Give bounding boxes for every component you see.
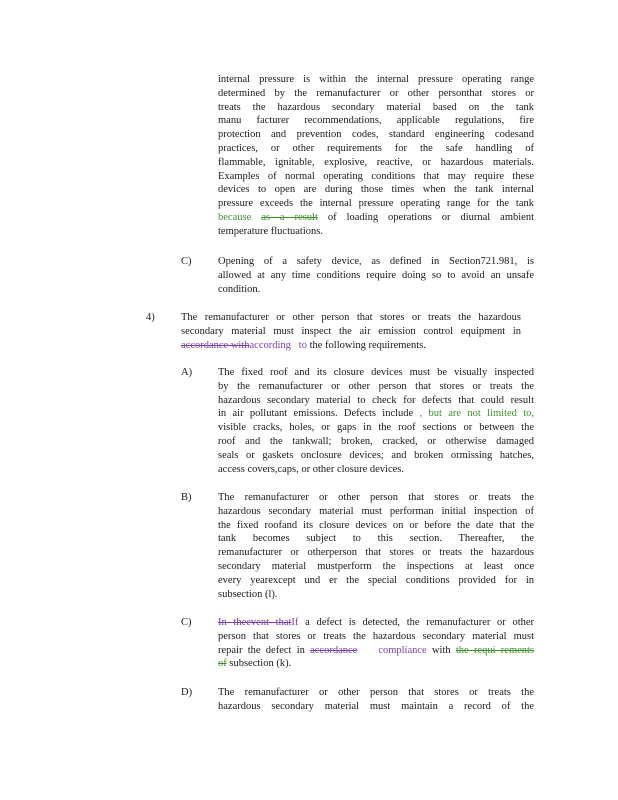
inserted-text: If [291,617,299,628]
item-label: C) [181,617,192,628]
item-label: A) [181,367,193,378]
text-line: internal pressure is within the internal pressure operating range [218,74,534,85]
text-line: pressure exceeds the internal pressure operating range for the tank [218,198,534,210]
text-line: secondary material must inspect the air emission control equipment in [181,325,521,337]
item-b-initial-inspection [218,491,534,601]
item-d-record-keeping [218,686,534,714]
text-line: treats the hazardous secondary material based on the tank [218,101,534,113]
text-span: the following requirements. [309,339,426,351]
inserted-text: , but are not limited to, [419,408,534,420]
deleted-text: In theevent that [218,617,292,628]
text-line: tank becomes subject to this section. Thereafter, the [218,533,534,545]
text-line: access covers,caps, or other closure devices. [218,463,405,475]
text-line: hazardous secondary material to check for defects that could result [218,394,534,406]
text-span: a defect is detected, the remanufacturer or other [305,617,535,628]
paragraph-continuation [218,73,534,239]
text-line: The remanufacturer or other person that stores or treats the hazardous [181,312,521,323]
text-line: manu facturer recommendations, applicable regulations, fire [218,115,534,127]
text-line: every yearexcept und er the special conditions provided for in [218,574,534,586]
text-line [218,616,534,630]
text-line: the fixed roofand its closure devices on or before the date that the [218,519,534,531]
text-span: of loading operations or diurnal ambient [327,211,534,223]
text-line: subsection (l). [218,588,278,600]
inserted-text: to [298,339,307,351]
text-line [218,657,534,671]
text-line [181,339,521,353]
text-span: with [431,644,451,656]
item-label: D) [181,687,193,698]
inserted-text: because [218,211,252,223]
text-line: determined by the remanufacturer or other personthat stores or [218,87,534,99]
text-line: secondary material mustperform the inspections at least once [218,560,534,572]
text-line: The remanufacturer or other person that stores or treats the [218,492,534,503]
deleted-text: accordance [310,644,358,656]
text-line: roof and the tankwall; broken, cracked, or otherwise damaged [218,435,534,447]
text-line: devices to open are during those times when the tank internal [218,184,534,196]
deleted-text: the requi rements [455,644,535,656]
text-line: allowed at any time conditions require doing so to avoid an unsafe [218,269,534,281]
text-line: visible cracks, holes, or gaps in the roof sections or between the [218,422,534,434]
deleted-text: accordance with [181,339,250,351]
text-line [218,211,534,225]
text-line: seals or gaskets onclosure devices; and broken ormissing hatches, [218,449,534,461]
deleted-text: of [218,658,227,670]
item-label: C) [181,256,192,267]
item-c-defect-repair [218,616,534,671]
item-4-inspection [181,311,521,352]
inserted-text: according [249,339,291,351]
text-span: in air pollutant emissions. Defects include [218,408,414,420]
text-line: The remanufacturer or other person that stores or treats the [218,687,534,698]
text-line [218,644,534,658]
text-line: Examples of normal operating conditions that may require these [218,170,534,182]
text-line: temperature fluctuations. [218,225,323,237]
text-span: repair the defect in [218,644,305,656]
text-line: person that stores or treats the hazardous secondary material must [218,630,534,642]
text-line: hazardous secondary material must performan initial inspection of [218,505,534,517]
text-line: practices, or other requirements for the safe handling of [218,142,534,154]
inserted-text: compliance [378,644,427,656]
text-line [218,407,534,421]
deleted-text: as a result [261,211,318,223]
text-line: hazardous secondary material must maintain a record of the [218,700,534,712]
item-label: 4) [146,312,155,323]
item-c-safety-device [218,255,534,296]
text-line: Opening of a safety device, as defined in Section721.981, is [218,256,534,267]
text-line: remanufacturer or otherperson that stores or treats the hazardous [218,547,534,559]
text-line: The fixed roof and its closure devices must be visually inspected [218,367,534,378]
text-line: protection and prevention codes, standard engineering codesand [218,129,534,141]
text-line: condition. [218,283,261,295]
item-a-visual-inspection [218,366,534,476]
item-label: B) [181,492,192,503]
text-line: flammable, ignitable, explosive, reactive, or hazardous materials. [218,156,534,168]
text-span: subsection (k). [229,658,292,670]
text-line: by the remanufacturer or other person that stores or treats the [218,380,534,392]
